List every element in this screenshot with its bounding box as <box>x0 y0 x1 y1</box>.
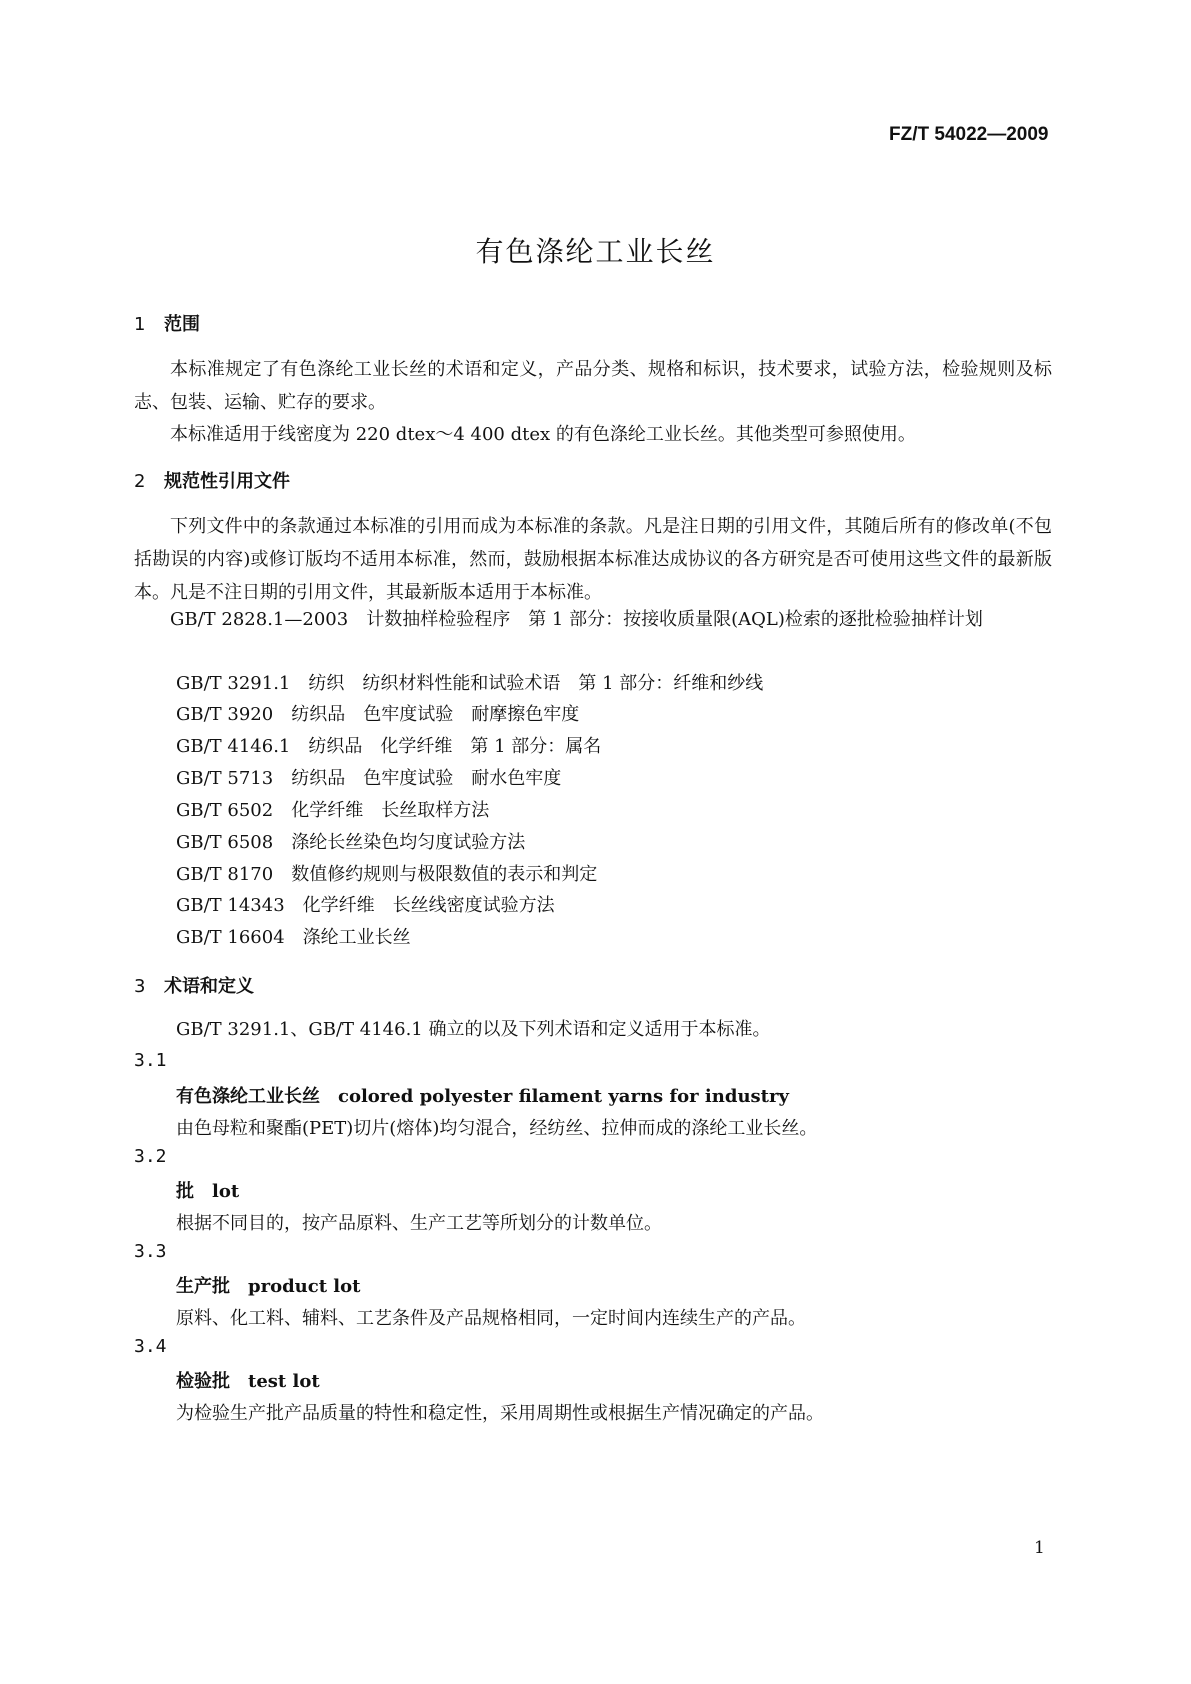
term-number: 3.4 <box>134 1336 167 1357</box>
scope-paragraph-1: 本标准规定了有色涤纶工业长丝的术语和定义，产品分类、规格和标识，技术要求，试验方法，检验规则及标志、包装、运输、贮存的要求。 <box>134 359 1052 413</box>
scope-paragraph-2: 本标准适用于线密度为 220 dtex～4 400 dtex 的有色涤纶工业长丝。其他类型可参照使用。 <box>170 424 916 445</box>
term-english: lot <box>212 1181 240 1202</box>
reference-item: GB/T 16604 涤纶工业长丝 <box>176 927 411 948</box>
section-title: 范围 <box>164 314 200 335</box>
section-number: 2 <box>134 471 146 492</box>
term-chinese: 检验批 <box>176 1371 230 1392</box>
term-definition: 为检验生产批产品质量的特性和稳定性，采用周期性或根据生产情况确定的产品。 <box>176 1403 824 1424</box>
term-number: 3.2 <box>134 1146 167 1167</box>
term-chinese: 批 <box>176 1181 194 1202</box>
term-number: 3.3 <box>134 1241 167 1262</box>
references-intro: 下列文件中的条款通过本标准的引用而成为本标准的条款。凡是注日期的引用文件，其随后所有的修改单(不包括勘误的内容)或修订版均不适用本标准，然而，鼓励根据本标准达成协议的各方研究是否可使用这些文件的最新版本。凡是不注日期的引用文件，其最新版本适用于本标准。 <box>134 516 1052 603</box>
term-heading <box>176 1082 789 1108</box>
reference-item: GB/T 6508 涤纶长丝染色均匀度试验方法 <box>176 832 526 853</box>
section-heading-references <box>134 467 290 493</box>
reference-item: GB/T 14343 化学纤维 长丝线密度试验方法 <box>176 895 555 916</box>
section-heading-terms <box>134 972 254 998</box>
term-chinese: 生产批 <box>176 1276 230 1297</box>
section-number: 3 <box>134 976 146 997</box>
term-english: test lot <box>248 1371 320 1392</box>
reference-item: GB/T 6502 化学纤维 长丝取样方法 <box>176 800 490 821</box>
term-definition: 由色母粒和聚酯(PET)切片(熔体)均匀混合，经纺丝、拉伸而成的涤纶工业长丝。 <box>176 1118 818 1139</box>
term-number: 3.1 <box>134 1050 167 1071</box>
term-definition: 根据不同目的，按产品原料、生产工艺等所划分的计数单位。 <box>176 1213 662 1234</box>
term-chinese: 有色涤纶工业长丝 <box>176 1086 320 1107</box>
section-title: 规范性引用文件 <box>164 471 290 492</box>
document-title: 有色涤纶工业长丝 <box>475 235 716 268</box>
reference-item: GB/T 2828.1—2003 计数抽样检验程序 第 1 部分：按接收质量限(AQL)检索的逐批检验抽样计划 <box>170 609 983 630</box>
section-title: 术语和定义 <box>164 976 254 997</box>
standard-number: FZ/T 54022—2009 <box>889 124 1049 145</box>
reference-item: GB/T 3920 纺织品 色牢度试验 耐摩擦色牢度 <box>176 704 580 725</box>
term-english: product lot <box>248 1276 361 1297</box>
term-english: colored polyester filament yarns for industry <box>338 1086 789 1107</box>
term-heading <box>176 1272 360 1298</box>
terms-intro: GB/T 3291.1、GB/T 4146.1 确立的以及下列术语和定义适用于本标准。 <box>176 1019 771 1040</box>
section-heading-scope <box>134 310 200 336</box>
reference-item: GB/T 3291.1 纺织 纺织材料性能和试验术语 第 1 部分：纤维和纱线 <box>176 673 764 694</box>
reference-item: GB/T 8170 数值修约规则与极限数值的表示和判定 <box>176 864 598 885</box>
term-heading <box>176 1177 239 1203</box>
page-number: 1 <box>1034 1538 1045 1558</box>
term-heading <box>176 1367 320 1393</box>
term-definition: 原料、化工料、辅料、工艺条件及产品规格相同，一定时间内连续生产的产品。 <box>176 1308 806 1329</box>
reference-item: GB/T 4146.1 纺织品 化学纤维 第 1 部分：属名 <box>176 736 602 757</box>
section-number: 1 <box>134 314 146 335</box>
reference-item: GB/T 5713 纺织品 色牢度试验 耐水色牢度 <box>176 768 562 789</box>
